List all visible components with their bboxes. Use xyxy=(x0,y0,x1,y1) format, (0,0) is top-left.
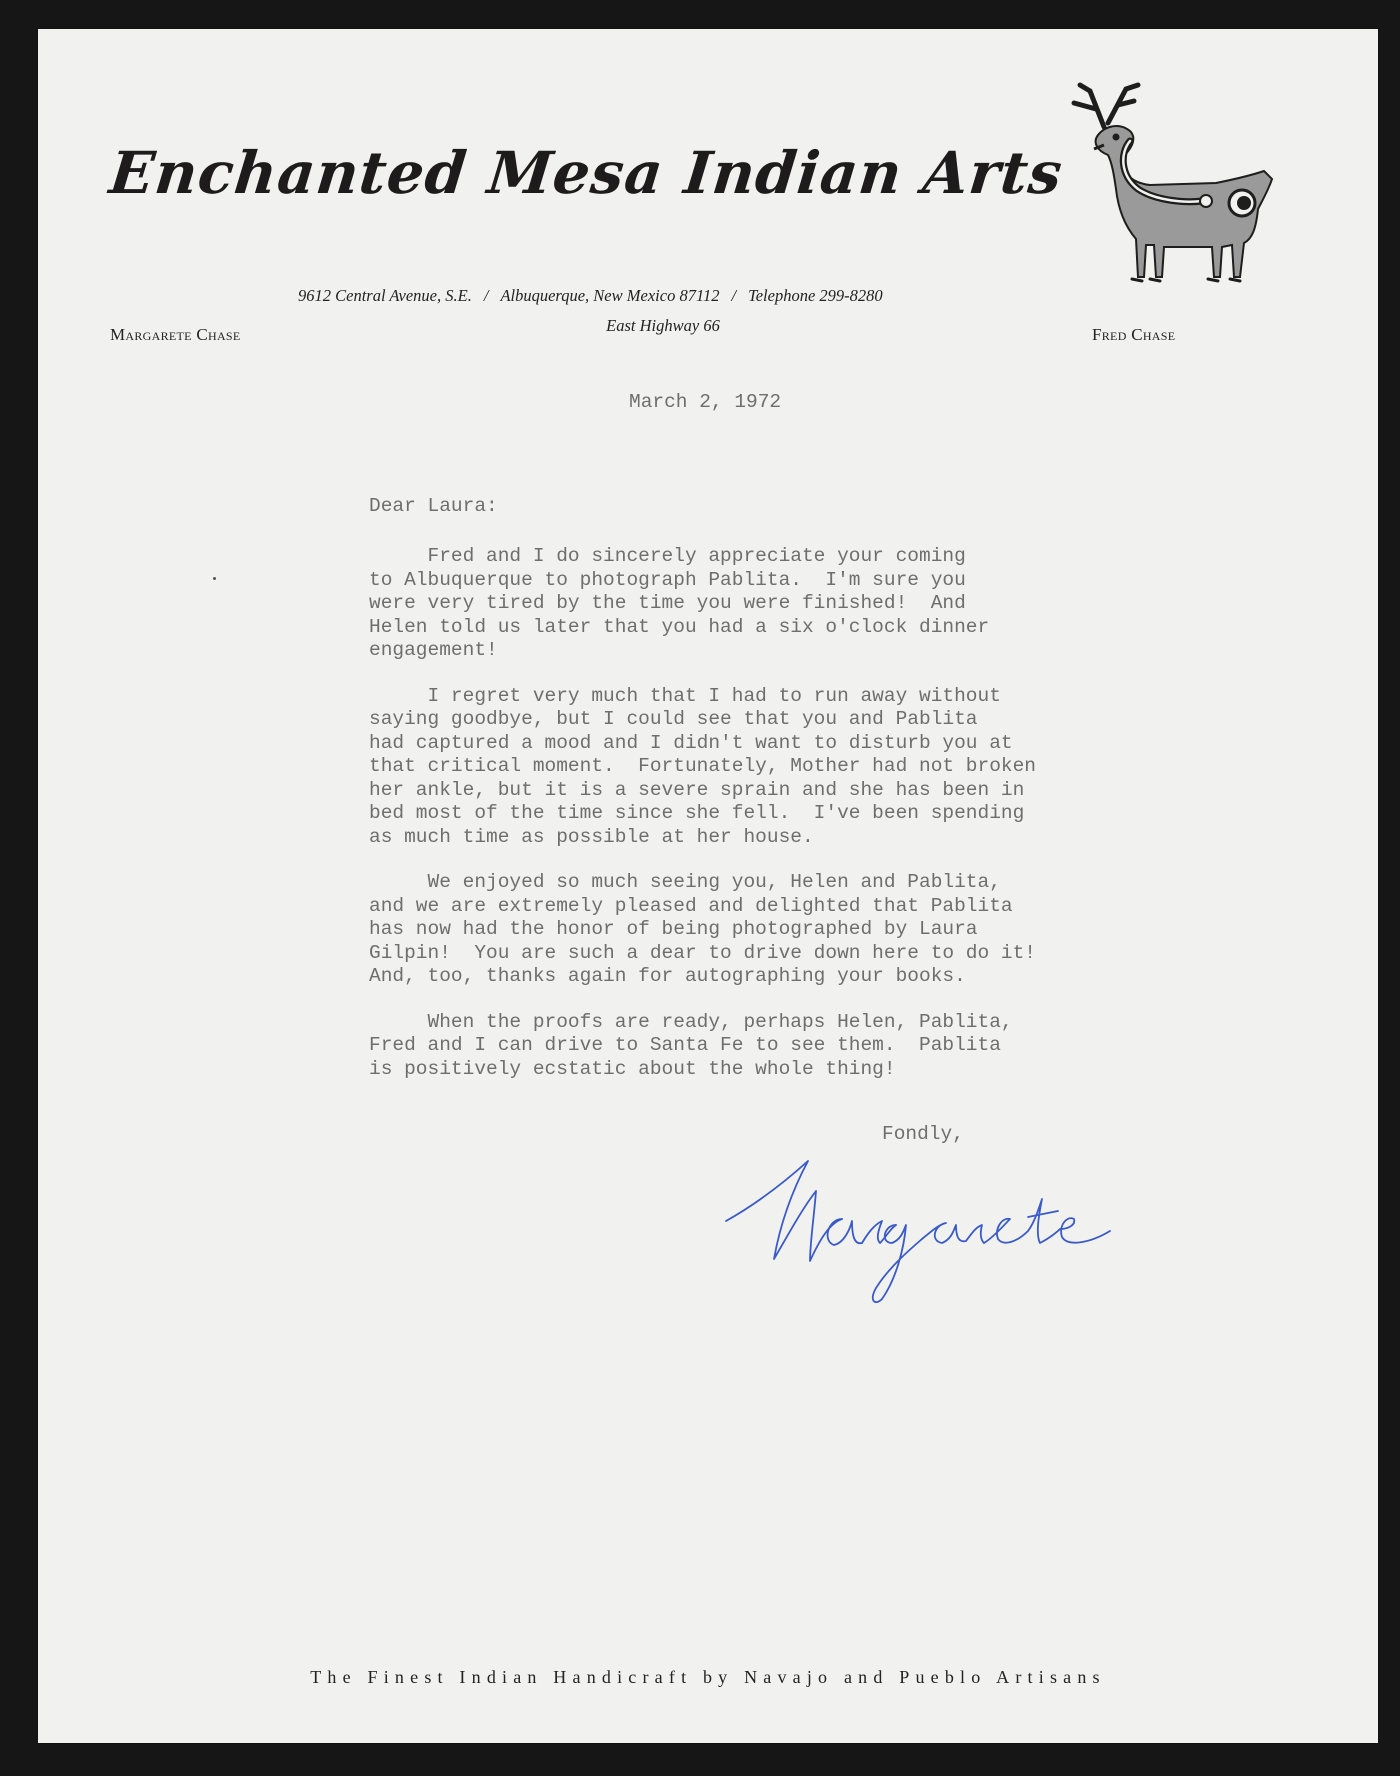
address-city: Albuquerque, New Mexico 87112 xyxy=(500,286,720,305)
letter-paragraph: Fred and I do sincerely appreciate your coming to Albuquerque to photograph Pablita. I'm sure you were very tired by the time you were finished! And Helen told us later that you had a six o'clock dinner engagement! xyxy=(369,545,990,661)
footer-tagline: The Finest Indian Handicraft by Navajo and Pueblo Artisans xyxy=(310,1667,1106,1687)
letter-paragraph: I regret very much that I had to run away without saying goodbye, but I could see that you and Pablita had captured a mood and I didn't want to disturb you at that critical moment. Fortunately, Mother had not broken her ankle, but it is a severe sprain and she has been in bed most of the time since she fell. I've been spending as much time as possible at her house. xyxy=(369,684,1037,848)
signature xyxy=(718,1139,1138,1309)
letter-salutation: Dear Laura: xyxy=(369,495,498,517)
letterhead-address xyxy=(298,286,883,306)
letterhead-name-left: Margarete Chase xyxy=(110,325,241,344)
letter-date: March 2, 1972 xyxy=(629,391,782,413)
letter-paragraph: When the proofs are ready, perhaps Helen, Pablita, Fred and I can drive to Santa Fe to see them. Pablita is positively ecstatic about the whole thing! xyxy=(369,1010,1013,1080)
letter-body xyxy=(369,545,1129,1103)
address-highway: East Highway 66 xyxy=(606,316,720,335)
deer-icon xyxy=(1046,79,1286,289)
address-separator: / xyxy=(731,286,737,305)
paper-speck xyxy=(213,577,216,580)
letter-paragraph: We enjoyed so much seeing you, Helen and Pablita, and we are extremely pleased and delighted that Pablita has now had the honor of being photographed by Laura Gilpin! You are such a dear to drive down here to do it! And, too, thanks again for autographing your books. xyxy=(369,871,1037,987)
letter-closing: Fondly, xyxy=(882,1123,964,1145)
letter-page xyxy=(38,29,1378,1743)
letterhead-name-right: Fred Chase xyxy=(1092,325,1176,344)
address-phone: Telephone 299-8280 xyxy=(748,286,883,305)
address-separator: / xyxy=(483,286,489,305)
letterhead-title: Enchanted Mesa Indian Arts xyxy=(106,139,1066,207)
address-street: 9612 Central Avenue, S.E. xyxy=(298,286,472,305)
